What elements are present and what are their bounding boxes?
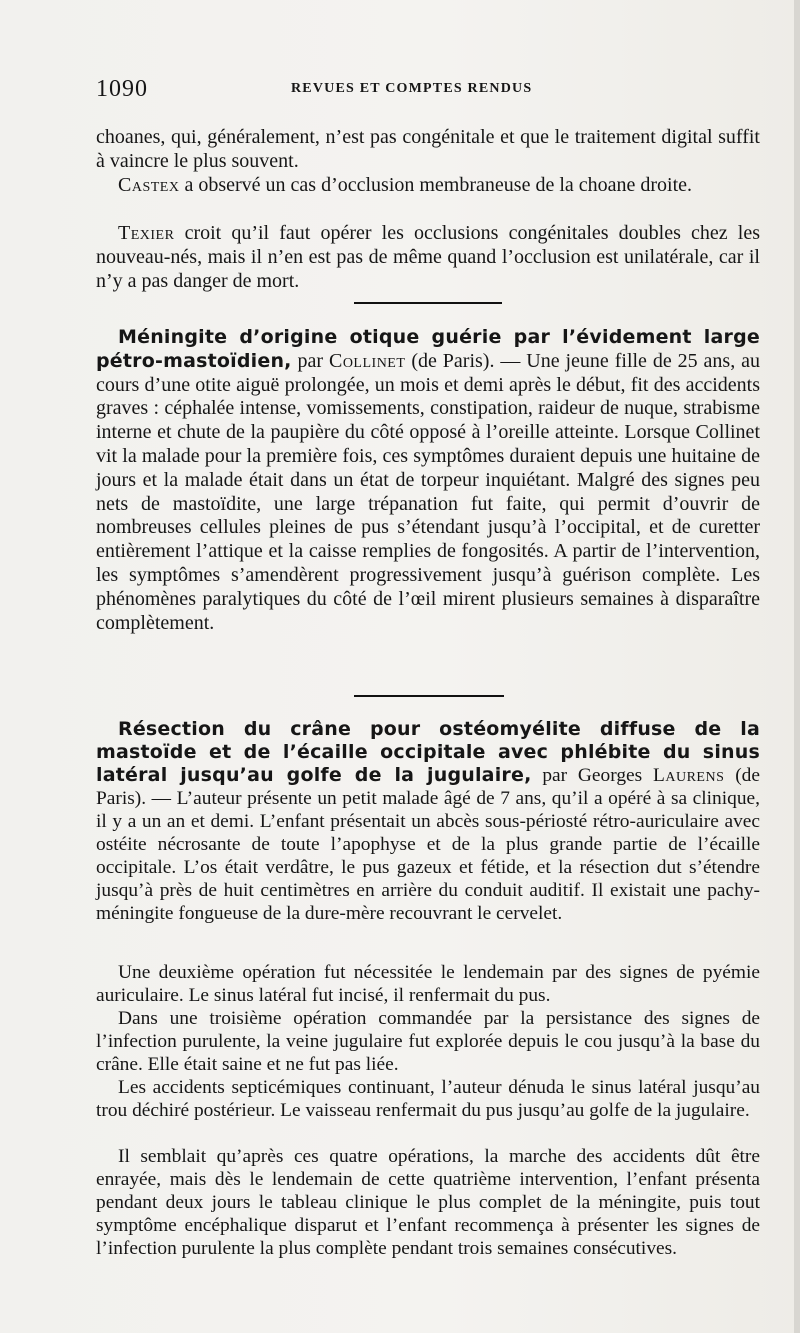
paragraph-text: Les accidents septicémiques continuant, l’auteur dénuda le sinus latéral jusqu’au trou déchiré postérieur. Le vaisseau renfermait du pus jusqu’au golfe de la jugulaire. [96,1077,760,1121]
paragraph-text: croit qu’il faut opérer les occlusions congénitales doubles chez les nouveau-nés, mais il n’en est pas de même quand l’occlusion est unilatérale, car il n’y a pas danger de mort. [96,222,760,292]
paragraph-accidents-septicemiques [96,1076,760,1122]
article-body: (de Paris). — L’auteur présente un petit malade âgé de 7 ans, qu’il a opéré à sa clinique, il y a un an et demi. L’enfant présentait un abcès sous-périosté rétro-auriculaire avec ostéite nécrosante de toute l’apophyse et de la plus grande partie de l’écaille occipitale. L’os était verdâtre, le pus gazeux et fétide, et la résection dut s’étendre jusqu’à près de huit centimètres en arrière du conduit auditif. Il existait une pachy-méningite fongueuse de la dure-mère recouvrant le cervelet. [96,765,760,924]
author-name: Collinet [328,349,406,372]
article-meningite [96,326,760,635]
paragraph-quatre-operations [96,1145,760,1260]
paragraph-deuxieme-operation [96,961,760,1007]
paragraph-castex [96,174,760,198]
paragraph-texier [96,222,760,293]
author-name: Texier [118,222,175,244]
paragraph-text: Dans une troisième opération commandée par la persistance des signes de l’infection purulente, la veine jugulaire fut explorée depuis le cou jusqu’à la base du crâne. Elle était saine et ne fut pas liée. [96,1008,760,1075]
author-prefix: par [291,349,329,372]
section-divider [354,695,504,697]
paragraph-text: choanes, qui, généralement, n’est pas congénitale et que le traitement digital suffit à vaincre le plus souvent. [96,126,760,172]
paragraph-text: a observé un cas d’occlusion membraneuse de la choane droite. [179,174,693,196]
author-name: Castex [118,174,180,196]
paragraph-text: Il semblait qu’après ces quatre opérations, la marche des accidents dût être enrayée, mais dès le lendemain de cette quatrième intervention, l’enfant présenta pendant deux jours le tableau clinique le plus complet de la méningite, puis tout symptôme encéphalique disparut et l’enfant recommença à présenter les signes de l’infection purulente la plus complète pendant trois semaines consécutives. [96,1146,760,1259]
paragraph-text: Une deuxième opération fut nécessitée le lendemain par des signes de pyémie auriculaire. Le sinus latéral fut incisé, il renfermait du pus. [96,962,760,1006]
running-title: REVUES ET COMPTES RENDUS [291,81,533,96]
article-title: Méningite d’origine otique guérie par l’évidement large pétro-mastoïdien, [96,326,760,372]
page-number: 1090 [96,76,148,102]
article-resection-intro [96,718,760,925]
paragraph-troisieme-operation [96,1007,760,1076]
article-body: (de Paris). — Une jeune fille de 25 ans, au cours d’une otite aiguë prolongée, un mois et demi après le début, fit des accidents graves : céphalée intense, vomissements, constipation, raideur de nuque, strabisme interne et chute de la paupière du côté opposé à l’oreille atteinte. Lorsque Collinet vit la malade pour la première fois, ces symptômes duraient depuis une huitaine de jours et la malade était dans un état de torpeur inquiétant. Malgré des signes peu nets de mastoïdite, une large trépanation fut faite, qui permit d’ouvrir de nombreuses cellules pleines de pus s’étendant jusqu’à l’occipital, et de curetter entièrement l’attique et la caisse remplies de fongosités. A partir de l’intervention, les symptômes s’amendèrent progressivement jusqu’à guérison complète. Les phénomènes paralytiques du côté de l’œil mirent plusieurs semaines à disparaître complètement. [96,349,760,634]
author-prefix: par Georges [531,765,654,786]
running-header [96,76,756,104]
author-name: Laurens [653,765,725,786]
article-title: Résection du crâne pour ostéomyélite diffuse de la mastoïde et de l’écaille occipitale avec phlébite du sinus latéral jusqu’au golfe de la jugulaire, [96,718,760,786]
paragraph-choanes [96,126,760,174]
section-divider [354,302,502,304]
page-edge [794,0,800,1333]
